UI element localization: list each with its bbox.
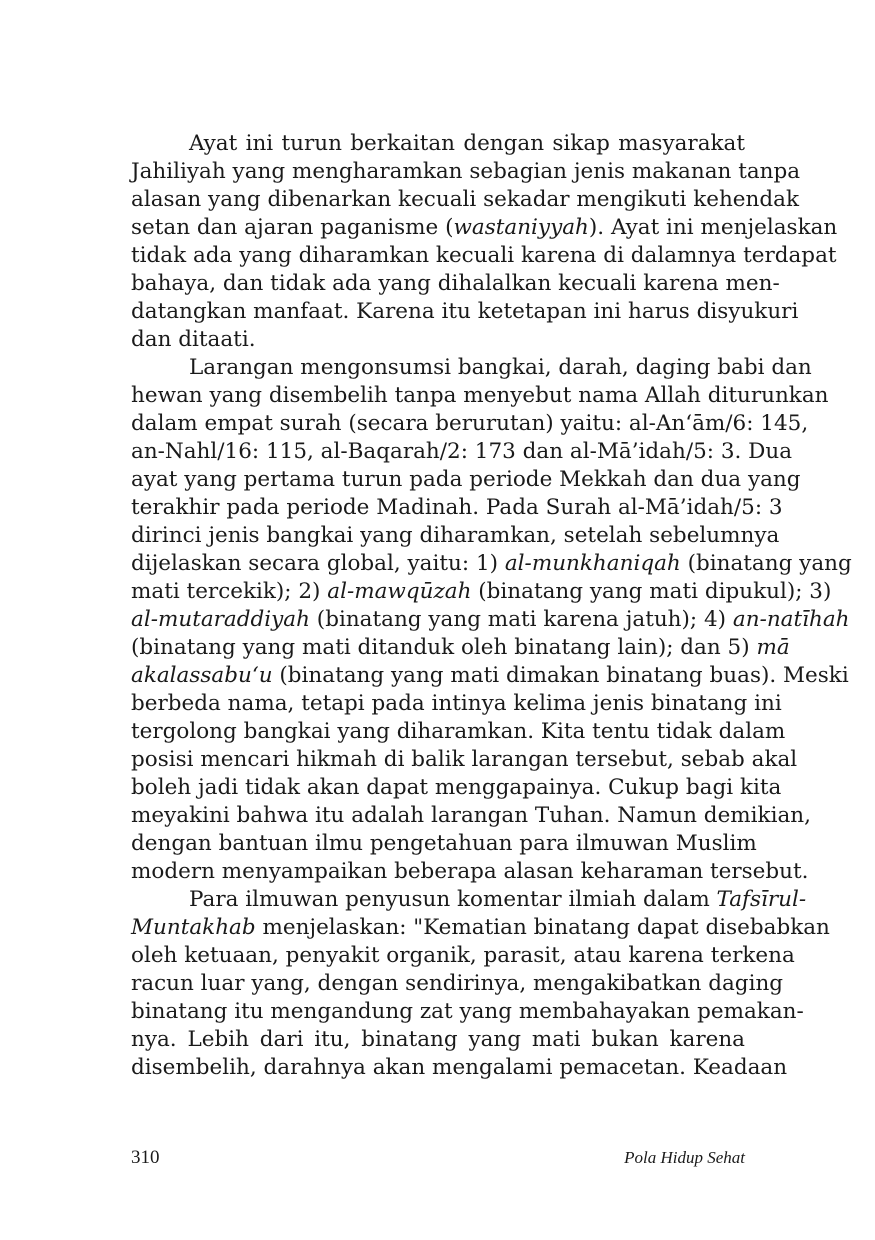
italic-term: wastaniyyah — [453, 215, 589, 240]
text-span: datangkan manfaat. Karena itu ketetapan ini harus disyukuri — [131, 299, 799, 324]
text-span: an-Nahl/16: 115, al-Baqarah/2: 173 dan al-Mā’idah/5: 3. Dua — [131, 439, 793, 464]
text-line — [131, 886, 807, 914]
text-span: dalam empat surah (secara berurutan) yaitu: al-An‘ām/6: 145, — [131, 411, 809, 436]
text-span: hewan yang disembelih tanpa menyebut nama Allah diturunkan — [131, 383, 829, 408]
text-span: Larangan mengonsumsi bangkai, darah, daging babi dan — [189, 355, 812, 380]
text-span: Ayat ini turun berkaitan dengan sikap masyarakat — [189, 131, 745, 156]
text-line — [131, 690, 782, 718]
text-span: nya. Lebih dari itu, binatang yang mati bukan karena — [131, 1027, 745, 1052]
text-span: mati tercekik); 2) — [131, 579, 328, 604]
text-line — [131, 130, 745, 158]
text-line — [131, 354, 812, 382]
text-span: alasan yang dibenarkan kecuali sekadar mengikuti kehendak — [131, 187, 799, 212]
text-line — [131, 746, 798, 774]
text-line — [131, 410, 809, 438]
text-span: dan ditaati. — [131, 327, 256, 352]
text-span: meyakini bahwa itu adalah larangan Tuhan. Namun demikian, — [131, 803, 811, 828]
text-span: modern menyampaikan beberapa alasan keharaman tersebut. — [131, 859, 809, 884]
text-line — [131, 1026, 745, 1054]
text-span: berbeda nama, tetapi pada intinya kelima jenis binatang ini — [131, 691, 782, 716]
text-line — [131, 438, 793, 466]
text-line — [131, 914, 830, 942]
text-span: Para ilmuwan penyusun komentar ilmiah dalam — [189, 887, 717, 912]
italic-term: an-natīhah — [732, 607, 850, 632]
text-line — [131, 662, 849, 690]
text-line — [131, 466, 801, 494]
text-span: tergolong bangkai yang diharamkan. Kita tentu tidak dalam — [131, 719, 786, 744]
italic-term: mā — [756, 635, 790, 660]
italic-term: akalassabu‘u — [131, 663, 273, 688]
text-line — [131, 774, 782, 802]
text-line — [131, 858, 809, 886]
italic-term: Tafsīrul- — [716, 887, 807, 912]
text-span: Jahiliyah yang mengharamkan sebagian jenis makanan tanpa — [131, 159, 801, 184]
text-span: posisi mencari hikmah di balik larangan tersebut, sebab akal — [131, 747, 798, 772]
text-line — [131, 606, 850, 634]
text-span: racun luar yang, dengan sendirinya, mengakibatkan daging — [131, 971, 784, 996]
text-line — [131, 718, 786, 746]
text-span: setan dan ajaran paganisme ( — [131, 215, 454, 240]
text-span: terakhir pada periode Madinah. Pada Surah al-Mā’idah/5: 3 — [131, 495, 783, 520]
text-span: (binatang yang mati dimakan binatang buas). Meski — [272, 663, 849, 688]
text-span: ayat yang pertama turun pada periode Mekkah dan dua yang — [131, 467, 801, 492]
italic-term: al-mawqūzah — [327, 579, 472, 604]
italic-term: al-mutaraddiyah — [131, 607, 310, 632]
text-line — [131, 1054, 788, 1082]
text-span: (binatang yang mati karena jatuh); 4) — [309, 607, 733, 632]
text-line — [131, 494, 783, 522]
text-span: binatang itu mengandung zat yang membahayakan pemakan- — [131, 999, 804, 1024]
page-number: 310 — [131, 1147, 160, 1168]
text-line — [131, 578, 832, 606]
text-line — [131, 186, 799, 214]
text-span: tidak ada yang diharamkan kecuali karena di dalamnya terdapat — [131, 243, 837, 268]
text-line — [131, 998, 804, 1026]
text-line — [131, 382, 829, 410]
text-line — [131, 830, 757, 858]
text-line — [131, 942, 795, 970]
text-line — [131, 270, 780, 298]
text-line — [131, 970, 784, 998]
text-line — [131, 158, 801, 186]
text-line — [131, 298, 799, 326]
text-line — [131, 242, 837, 270]
text-span: (binatang yang — [680, 551, 852, 576]
text-line — [131, 634, 790, 662]
text-span: (binatang yang mati dipukul); 3) — [471, 579, 832, 604]
italic-term: Muntakhab — [131, 915, 256, 940]
page-body — [131, 130, 852, 1082]
italic-term: al-munkhaniqah — [504, 551, 681, 576]
text-line — [131, 326, 745, 354]
text-span: boleh jadi tidak akan dapat menggapainya. Cukup bagi kita — [131, 775, 782, 800]
text-line — [131, 214, 838, 242]
running-footer: Pola Hidup Sehat — [624, 1148, 745, 1167]
text-span: menjelaskan: "Kematian binatang dapat disebabkan — [255, 915, 830, 940]
text-span: dengan bantuan ilmu pengetahuan para ilmuwan Muslim — [131, 831, 757, 856]
text-line — [131, 802, 811, 830]
text-span: oleh ketuaan, penyakit organik, parasit, atau karena terkena — [131, 943, 795, 968]
text-span: (binatang yang mati ditanduk oleh binatang lain); dan 5) — [131, 635, 757, 660]
text-span: disembelih, darahnya akan mengalami pemacetan. Keadaan — [131, 1055, 788, 1080]
text-line — [131, 522, 780, 550]
text-span: bahaya, dan tidak ada yang dihalalkan kecuali karena men- — [131, 271, 780, 296]
text-span: ). Ayat ini menjelaskan — [588, 215, 838, 240]
text-span: dijelaskan secara global, yaitu: 1) — [131, 551, 505, 576]
text-span: dirinci jenis bangkai yang diharamkan, setelah sebelumnya — [131, 523, 780, 548]
text-line — [131, 550, 852, 578]
